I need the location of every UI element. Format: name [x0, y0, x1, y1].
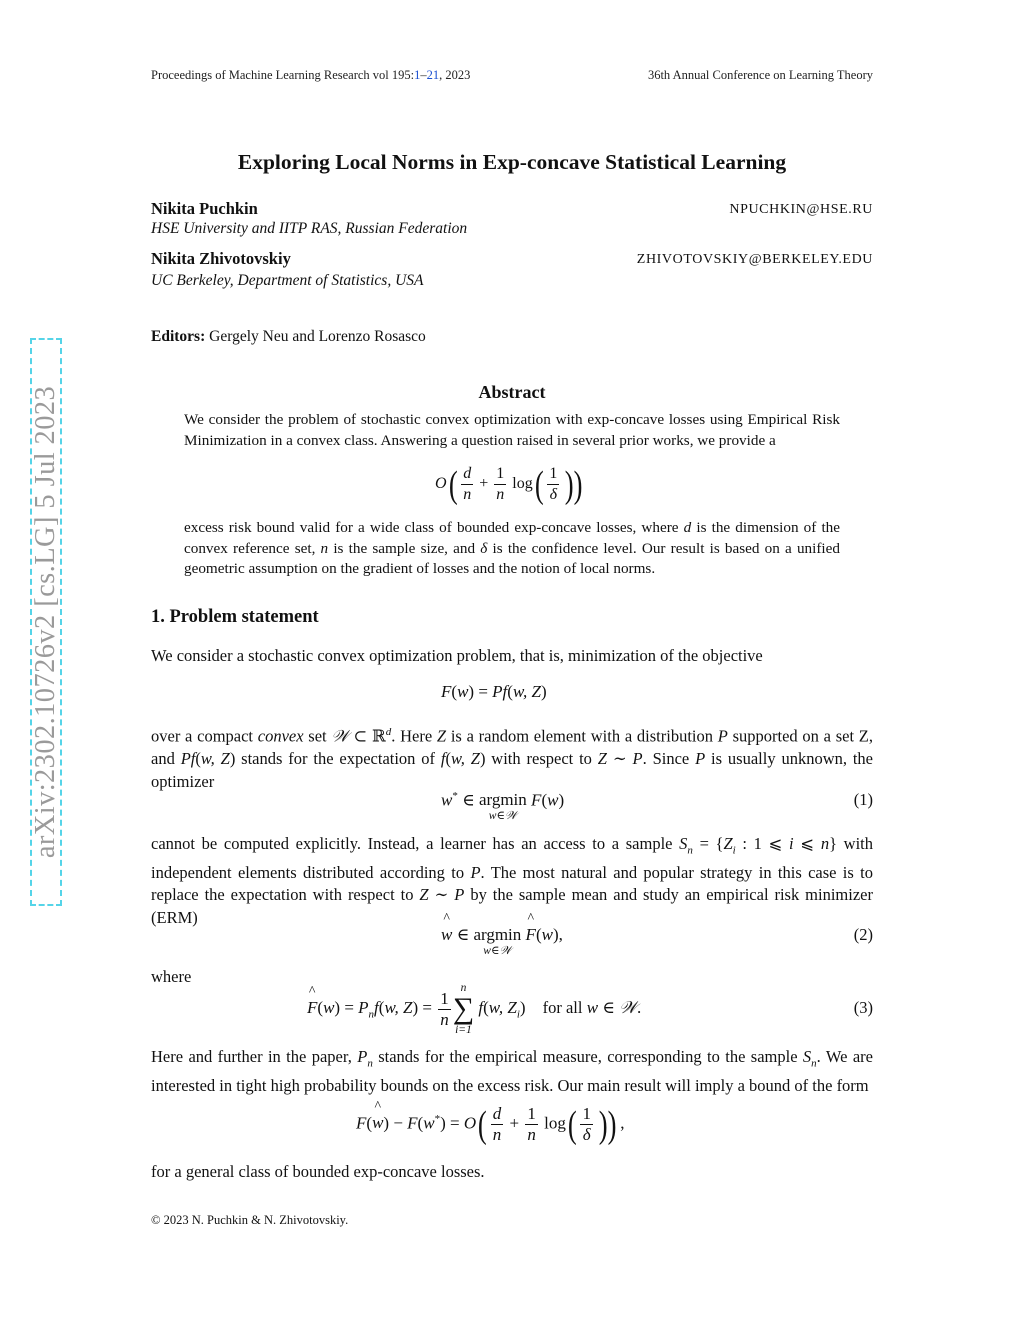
erm-equation: ^ w ∈ argmin w∈𝒲 ^ F(w), — [441, 925, 563, 958]
arxiv-sidebar[interactable] — [30, 338, 62, 906]
page-end-link[interactable]: 21 — [426, 68, 440, 82]
author-name: Nikita Zhivotovskiy — [151, 249, 291, 268]
running-header-right: 36th Annual Conference on Learning Theory — [647, 68, 873, 82]
running-header-left: Proceedings of Machine Learning Research vol 195:1–21, 2023 — [151, 68, 471, 82]
page-start-link[interactable]: 1 — [414, 68, 421, 82]
abstract-paragraph: We consider the problem of stochastic convex optimization with exp-concave losses using Empirical Risk Minimization in a convex class. Answering a question raised in several prior works, we provide a — [184, 411, 840, 449]
author-name: Nikita Puchkin — [151, 199, 258, 218]
equation-number: (1) — [853, 790, 873, 809]
excess-risk-equation: F(^ w) − F(w*) = O( $\frac{d}{n}$ + $\frac{1}{n}$ log( $\frac{1}{\delta}$ )) , — [356, 1104, 625, 1145]
body-paragraph: Here and further in the paper, $P_n$ stands for the empirical measure, corresponding to the sample $S_n$. We are interested in tight high probability bounds on the excess risk. Our main result will imply a bound of the form — [151, 1047, 874, 1095]
author-affiliation: UC Berkeley, Department of Statistics, USA — [151, 272, 424, 289]
arxiv-id: arXiv:2302.10726v2 [cs.LG] 5 Jul 2023 — [30, 385, 61, 859]
abstract-heading: Abstract — [478, 382, 546, 402]
abstract-paragraph: excess risk bound valid for a wide class of bounded exp-concave losses, where d is the dimension of the convex reference set, n is the sample size, and δ is the confidence level. Our result is based on a unified geometric assumption on the gradient of losses and the notion of local norms. — [184, 519, 841, 577]
section-heading: 1. Problem statement — [151, 607, 319, 627]
optimizer-equation: w* ∈ argmin w∈𝒲 F(w) — [441, 790, 565, 822]
editors-names: Gergely Neu and Lorenzo Rosasco — [205, 328, 426, 345]
equation-number: (3) — [853, 998, 873, 1017]
body-paragraph: We consider a stochastic convex optimization problem, that is, minimization of the objective — [151, 646, 763, 665]
body-paragraph: for a general class of bounded exp-concave losses. — [151, 1162, 485, 1181]
empirical-risk-equation: ^ $F(w) = P_nf(w$, Z) = $\frac{1}{n}$ n ∑ i=1 f(w, $Z_i$) for all w ∈ 𝒲. — [307, 982, 641, 1036]
copyright-notice: © 2023 N. Puchkin & N. Zhivotovskiy. — [151, 1213, 349, 1227]
editors-label: Editors: — [151, 328, 206, 345]
abstract-rate-equation: O( $\frac{d}{n}$ + $\frac{1}{n}$ log( $\frac{1}{\delta}$ )) — [435, 463, 583, 506]
author-affiliation: HSE University and IITP RAS, Russian Federation — [151, 220, 468, 237]
body-paragraph: cannot be computed explicitly. Instead, a learner has an access to a sample $S_n = \{Z_i$ : 1 ⩽ i ⩽ n} with independent elements distributed according to P. The most natural and popular strategy in this case is to replace the expectation with respect to Z ∼ P by the sample mean and study an empirical risk minimizer (ERM) — [151, 834, 873, 927]
body-paragraph: where — [151, 967, 192, 986]
equation-number: (2) — [853, 925, 873, 944]
paper-title: Exploring Local Norms in Exp-concave Statistical Learning — [237, 150, 787, 174]
body-paragraph: over a compact convex set 𝒲 ⊂ ℝ$^d$. Here Z is a random element with a distribution P supported on a set Z, and Pf(w, Z) stands for the expectation of f(w, Z) with respect to Z ∼ P. Since P is usually unknown, the optimizer — [151, 726, 873, 791]
editors-line — [151, 328, 426, 346]
objective-equation: F(w) = Pf(w, Z) — [441, 682, 547, 701]
author-email[interactable]: NPUCHKIN@HSE.RU — [729, 202, 873, 217]
author-email[interactable]: ZHIVOTOVSKIY@BERKELEY.EDU — [636, 252, 873, 267]
